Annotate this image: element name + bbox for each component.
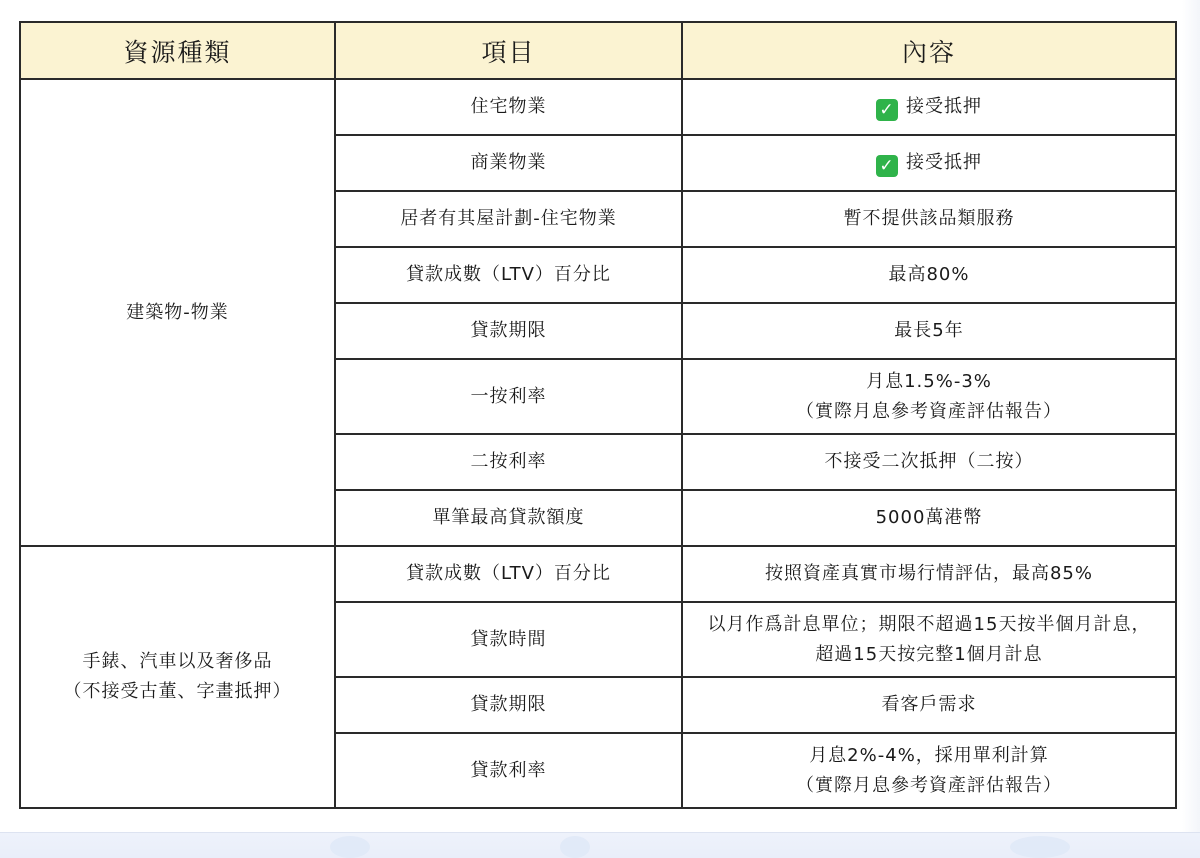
category-luxury: [20, 546, 335, 808]
content-line: 以月作爲計息單位；期限不超過15天按半個月計息，: [707, 613, 1151, 635]
item-cell: 貸款時間: [335, 602, 682, 677]
item-cell: 貸款期限: [335, 677, 682, 733]
loan-info-table: [19, 21, 1177, 809]
content-line: 月息2%-4%，採用單利計算: [809, 744, 1049, 766]
content-cell: [682, 733, 1176, 808]
content-cell: 5000萬港幣: [682, 490, 1176, 546]
item-cell: 貸款成數（LTV）百分比: [335, 247, 682, 303]
item-cell: 貸款期限: [335, 303, 682, 359]
check-mark-icon: ✓: [876, 155, 898, 177]
table-header-row: [20, 22, 1176, 79]
item-cell: 單筆最高貸款額度: [335, 490, 682, 546]
content-line: （實際月息參考資產評估報告）: [796, 774, 1062, 796]
item-cell: 商業物業: [335, 135, 682, 191]
check-mark-icon: ✓: [876, 99, 898, 121]
content-cell: [682, 359, 1176, 434]
content-line: 月息1.5%-3%: [866, 370, 992, 392]
category-property: 建築物-物業: [20, 79, 335, 546]
table-row: [20, 79, 1176, 135]
table-row: [20, 546, 1176, 602]
content-cell: 按照資產真實市場行情評估，最高85%: [682, 546, 1176, 602]
content-cell: 不接受二次抵押（二按）: [682, 434, 1176, 490]
content-line: 超過15天按完整1個月計息: [815, 643, 1043, 665]
item-cell: 一按利率: [335, 359, 682, 434]
item-cell: 住宅物業: [335, 79, 682, 135]
category-line: 手錶、汽車以及奢侈品: [82, 651, 273, 672]
item-cell: 居者有其屋計劃-住宅物業: [335, 191, 682, 247]
item-cell: 貸款利率: [335, 733, 682, 808]
content-text: 接受抵押: [906, 96, 982, 117]
content-cell: 最高80%: [682, 247, 1176, 303]
item-cell: 二按利率: [335, 434, 682, 490]
content-line: （實際月息參考資產評估報告）: [796, 400, 1062, 422]
decorative-blob: [1010, 836, 1070, 858]
decorative-blob: [330, 836, 370, 858]
content-cell: 暫不提供該品類服務: [682, 191, 1176, 247]
header-content: 內容: [682, 22, 1176, 79]
content-cell: [682, 135, 1176, 191]
header-item: 項目: [335, 22, 682, 79]
page-edge-shadow: [1182, 0, 1200, 832]
category-line: （不接受古董、字畫抵押）: [63, 681, 292, 702]
item-cell: 貸款成數（LTV）百分比: [335, 546, 682, 602]
content-cell: [682, 79, 1176, 135]
decorative-blob: [560, 836, 590, 858]
header-resource-type: 資源種類: [20, 22, 335, 79]
content-cell: 最長5年: [682, 303, 1176, 359]
content-text: 接受抵押: [906, 152, 982, 173]
content-cell: 看客戶需求: [682, 677, 1176, 733]
content-cell: [682, 602, 1176, 677]
